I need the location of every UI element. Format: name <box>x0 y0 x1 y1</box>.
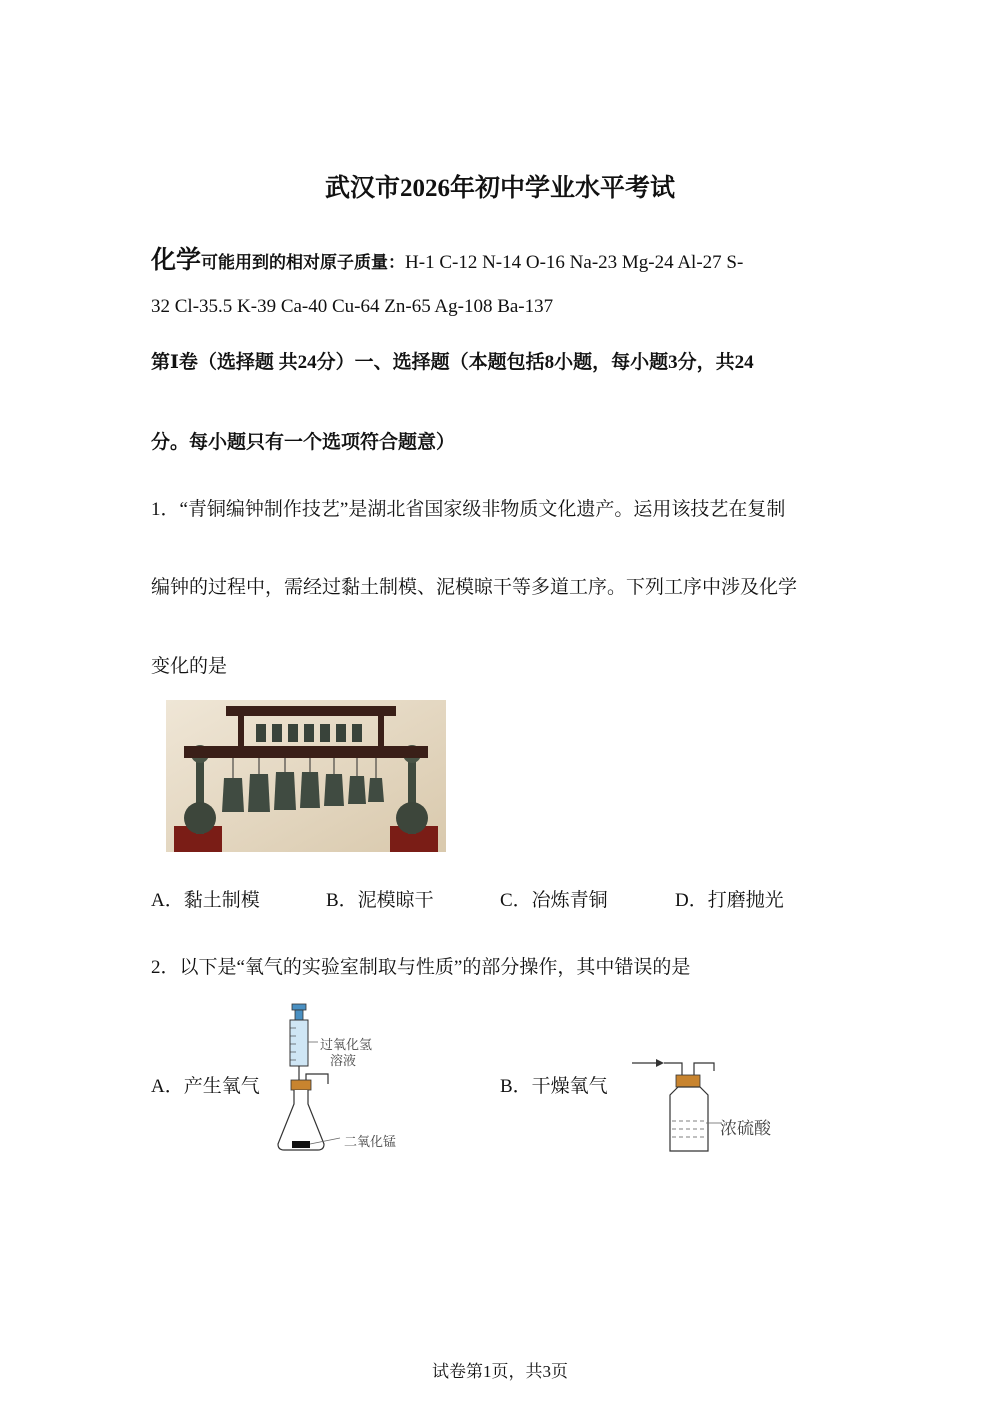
atomic-mass-values-1: H-1 C-12 N-14 O-16 Na-23 Mg-24 Al-27 S- <box>405 252 744 273</box>
q2-stem: 2．以下是“氧气的实验室制取与性质”的部分操作，其中错误的是 <box>151 957 691 978</box>
gas-drying-bottle-diagram <box>630 1055 730 1155</box>
q2-option-b: B．干燥氧气 <box>500 1076 608 1097</box>
diagram-label-sulfuric-acid: 浓硫酸 <box>720 1119 771 1139</box>
subject-label: 化学 <box>151 245 202 274</box>
page-footer: 试卷第1页，共3页 <box>432 1362 568 1381</box>
diagram-label-solution: 溶液 <box>330 1054 357 1069</box>
q1-option-c: C．冶炼青铜 <box>500 890 608 911</box>
atomic-mass-line-1 <box>151 240 743 276</box>
diagram-label-manganese-dioxide: 二氧化锰 <box>344 1135 397 1150</box>
section-header-line-2: 分。每小题只有一个选项符合题意） <box>151 432 456 453</box>
section-header-line-1: 第Ⅰ卷（选择题 共24分）一、选择题（本题包括8小题，每小题3分，共24 <box>151 352 754 373</box>
page-title: 武汉市2026年初中学业水平考试 <box>324 175 675 202</box>
diagram-label-peroxide: 过氧化氢 <box>320 1038 373 1053</box>
atomic-mass-label: 可能用到的相对原子质量： <box>201 253 406 273</box>
q2-option-a: A．产生氧气 <box>151 1076 260 1097</box>
q1-option-a: A．黏土制模 <box>151 890 260 911</box>
q1-stem-line-1: 1．“青铜编钟制作技艺”是湖北省国家级非物质文化遗产。运用该技艺在复制 <box>151 499 786 520</box>
bronze-chime-bells-image <box>166 700 446 852</box>
atomic-mass-line-2: 32 Cl-35.5 K-39 Ca-40 Cu-64 Zn-65 Ag-108 Ba-137 <box>151 296 554 317</box>
q1-option-d: D．打磨抛光 <box>675 890 784 911</box>
q1-option-b: B．泥模晾干 <box>326 890 434 911</box>
q1-stem-line-2: 编钟的过程中，需经过黏土制模、泥模晾干等多道工序。下列工序中涉及化学 <box>151 577 798 598</box>
q1-stem-line-3: 变化的是 <box>151 656 228 677</box>
